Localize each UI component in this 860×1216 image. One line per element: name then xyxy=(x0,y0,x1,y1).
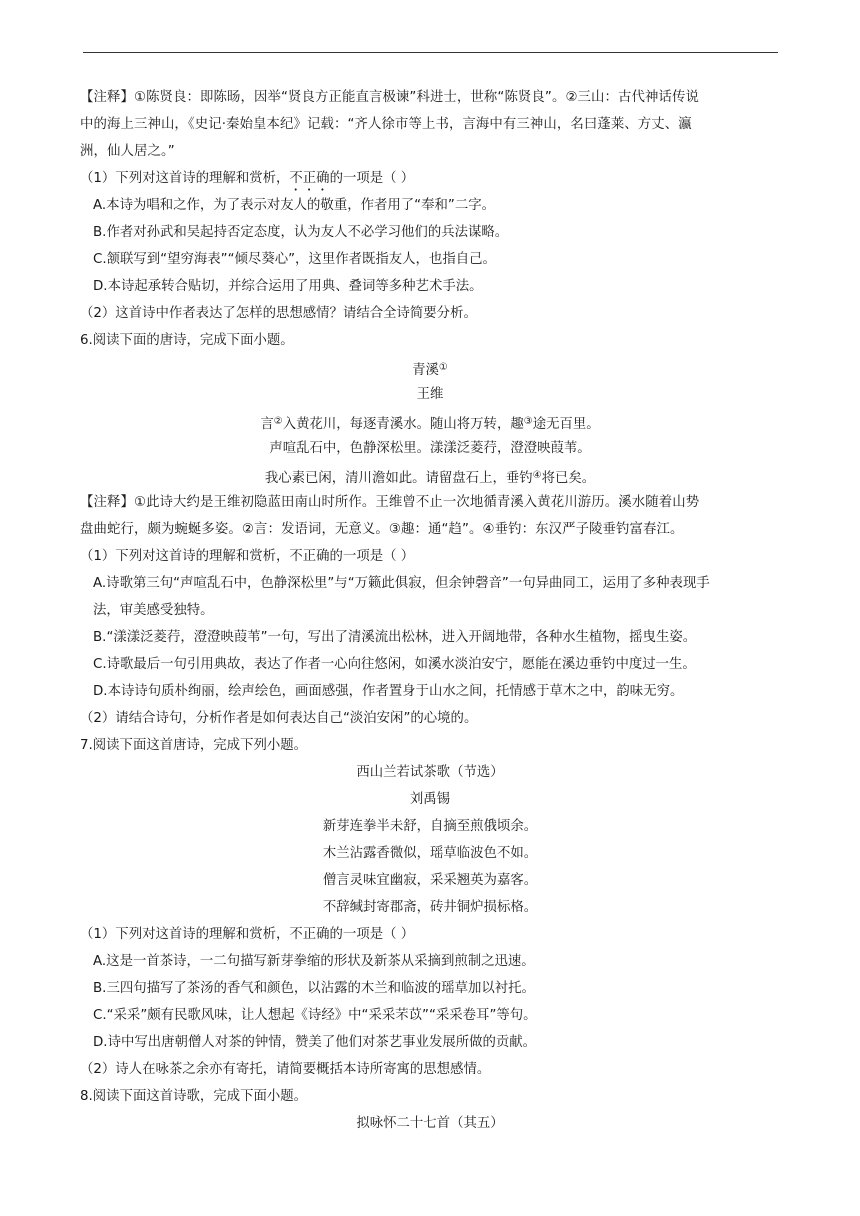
q6-title-note-mark: ① xyxy=(438,362,448,373)
q6-l1-mark-3: ③ xyxy=(523,416,533,427)
q6-subquestion-2: （2）请结合诗句，分析作者是如何表达自己“淡泊安闲”的心境的。 xyxy=(80,711,478,726)
q5-subquestion-1 xyxy=(80,165,780,192)
q6-note-line-1: 【注释】①此诗大约是王维初隐蓝田南山时所作。王维曾不止一次地循青溪入黄花川游历。溪水随着山势 xyxy=(80,495,700,510)
q7-poem-line-2: 木兰沾露香微似，瑶草临波色不如。 xyxy=(322,846,538,861)
q5-option-a: A.本诗为唱和之作，为了表示对友人的敬重，作者用了“奉和”二字。 xyxy=(93,198,495,213)
q6-l1-a: 言 xyxy=(260,417,274,432)
q6-l3-b: 将已矣。 xyxy=(541,471,596,486)
q6-option-a-line-2: 法，审美感受独特。 xyxy=(93,603,214,618)
q6-poem-author: 王维 xyxy=(416,387,444,402)
q7-poem-line-4: 不辞缄封寄郡斋，砖井铜炉损标格。 xyxy=(322,900,538,915)
q6-l3-a: 我心素已闲，清川澹如此。请留盘石上，垂钓 xyxy=(264,471,533,486)
q7-poem-author: 刘禹锡 xyxy=(409,792,451,807)
q6-option-a-line-1: A.诗歌第三句“声喧乱石中，色静深松里”与“万籁此俱寂，但余钟磬音”一句异曲同工，运用了多种表现手 xyxy=(93,576,710,591)
q7-poem-line-3: 僧言灵味宜幽寂，采采翘英为嘉客。 xyxy=(322,873,538,888)
q5-sub1-tail: 的一项是（ ） xyxy=(329,171,415,186)
document-body xyxy=(80,84,780,1137)
q5-sub1-emphasis: 不正确 xyxy=(289,171,330,186)
q5-option-b: B.作者对孙武和吴起持否定态度，认为友人不必学习他们的兵法谋略。 xyxy=(93,225,509,240)
q6-poem-line-2: 声喧乱石中，色静深松里。漾漾泛菱荇，澄澄映葭苇。 xyxy=(269,441,591,456)
q6-option-b: B.“漾漾泛菱荇，澄澄映葭苇”一句，写出了清溪流出松林，进入开阔地带，各种水生植物，摇曳生姿。 xyxy=(93,630,697,645)
q6-l1-b: 入黄花川，每逐青溪水。随山将万转，趣 xyxy=(282,417,524,432)
q6-poem-line-3 xyxy=(80,462,780,489)
q6-l1-c: 途无百里。 xyxy=(532,417,600,432)
q8-stem: 8.阅读下面这首诗歌，完成下面小题。 xyxy=(80,1089,308,1104)
q7-poem-line-1: 新芽连拳半未舒，自摘至煎俄顷余。 xyxy=(322,819,538,834)
q5-note-line-1: 【注释】①陈贤良：即陈旸，因举“贤良方正能直言极谏”科进士，世称“陈贤良”。②三山：古代神话传说 xyxy=(80,90,699,105)
q7-option-b: B.三四句描写了茶汤的香气和颜色，以沾露的木兰和临波的瑶草加以衬托。 xyxy=(93,981,535,996)
q7-subquestion-2: （2）诗人在咏茶之余亦有寄托，请简要概括本诗所寄寓的思想感情。 xyxy=(80,1062,491,1077)
q6-l1-mark-2: ② xyxy=(273,416,283,427)
q5-sub1-text: （1）下列对这首诗的理解和赏析， xyxy=(80,171,290,186)
q7-option-d: D.诗中写出唐朝僧人对茶的钟情，赞美了他们对茶艺事业发展所做的贡献。 xyxy=(93,1035,537,1050)
q6-option-c: C.诗歌最后一句引用典故，表达了作者一心向往悠闲，如溪水淡泊安宁，愿能在溪边垂钓中度过一生。 xyxy=(93,657,696,672)
q6-option-d: D.本诗诗句质朴绚丽，绘声绘色，画面感强，作者置身于山水之间，托情感于草木之中，韵味无穷。 xyxy=(93,684,684,699)
header-rule xyxy=(83,52,778,53)
q7-subquestion-1: （1）下列对这首诗的理解和赏析，不正确的一项是（ ） xyxy=(80,927,415,942)
q6-poem-line-1 xyxy=(80,408,780,435)
q7-poem-title: 西山兰若试茶歌（节选） xyxy=(356,765,504,780)
q6-subquestion-1: （1）下列对这首诗的理解和赏析，不正确的一项是（ ） xyxy=(80,549,415,564)
q6-poem-title xyxy=(80,354,780,381)
q5-note-line-2: 中的海上三神山，《史记·秦始皇本纪》记载：“齐人徐市等上书，言海中有三神山，名曰蓬莱、方丈、瀛 xyxy=(80,117,692,132)
q6-stem: 6.阅读下面的唐诗，完成下面小题。 xyxy=(80,333,294,348)
q7-option-c: C.“采采”颇有民歌风味，让人想起《诗经》中“采采芣苡”“采采卷耳”等句。 xyxy=(93,1008,537,1023)
q6-l3-mark-4: ④ xyxy=(532,470,542,481)
q5-option-c: C.颔联写到“望穷海表”“倾尽葵心”，这里作者既指友人，也指自己。 xyxy=(93,252,496,267)
q6-note-line-2: 盘曲蛇行，颇为蜿蜒多姿。②言：发语词，无意义。③趣：通“趋”。④垂钓：东汉严子陵垂钓富春江。 xyxy=(80,522,684,537)
q6-title-text: 青溪 xyxy=(412,363,439,378)
q8-poem-title: 拟咏怀二十七首（其五） xyxy=(356,1116,504,1131)
q7-stem: 7.阅读下面这首唐诗，完成下列小题。 xyxy=(80,738,308,753)
q5-note-line-3: 洲，仙人居之。” xyxy=(80,144,175,159)
q5-subquestion-2: （2）这首诗中作者表达了怎样的思想感情？请结合全诗简要分析。 xyxy=(80,306,477,321)
q7-option-a: A.这是一首茶诗，一二句描写新芽拳缩的形状及新茶从采摘到煎制之迅速。 xyxy=(93,954,535,969)
q5-option-d: D.本诗起承转合贴切，并综合运用了用典、叠词等多种艺术手法。 xyxy=(93,279,483,294)
